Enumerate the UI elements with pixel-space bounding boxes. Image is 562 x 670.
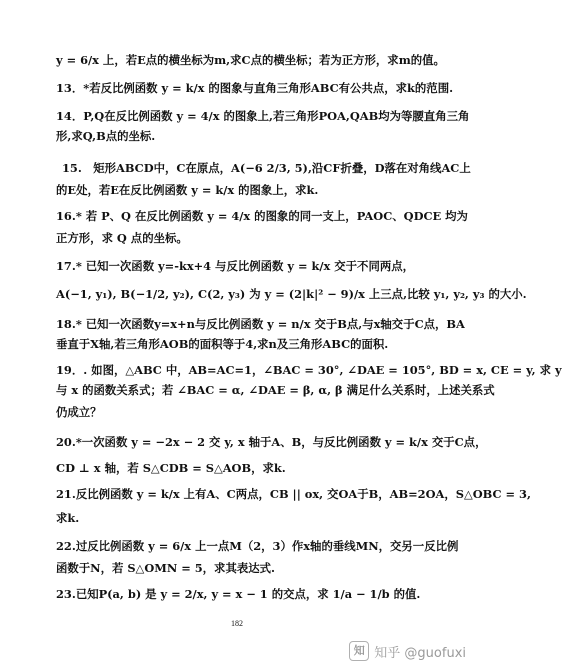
problem-17-line-1: 17.* 已知一次函数 y=-kx+4 与反比例函数 y = k/x 交于不同两点， (56, 259, 415, 273)
problem-21-line-2: 求k. (56, 511, 80, 525)
problem-16-line-1: 16.* 若 P、Q 在反比例函数 y = 4/x 的图象的同一支上，PAOC、QDCE 均为 (56, 209, 468, 223)
text-line-12-end: y = 6/x 上，若E点的横坐标为m,求C点的横坐标；若为正方形，求m的值。 (56, 53, 445, 67)
problem-14-line-1: 14．P,Q在反比例函数 y = 4/x 的图象上,若三角形POA,QAB均为等腰直角三角 (56, 109, 470, 123)
problem-16-line-2: 正方形，求 Q 点的坐标。 (56, 231, 188, 245)
watermark (349, 640, 466, 662)
problem-21-line-1: 21.反比例函数 y = k/x 上有A、C两点，CB || ox, 交OA于B，AB=2OA，S△OBC = 3, (56, 487, 531, 501)
zhihu-logo-icon: 知 (349, 641, 369, 661)
problem-18-line-2: 垂直于X轴,若三角形AOB的面积等于4,求n及三角形ABC的面积. (56, 337, 389, 351)
problem-19-line-1: 19．. 如图，△ABC 中，AB=AC=1，∠BAC = 30°, ∠DAE = 105°, BD = x, CE = y, 求 y (56, 363, 562, 377)
problem-20-line-1: 20.*一次函数 y = −2x − 2 交 y, x 轴于A、B，与反比例函数 y = k/x 交于C点， (56, 435, 487, 449)
problem-22-line-1: 22.过反比例函数 y = 6/x 上一点M（2，3）作x轴的垂线MN，交另一反比例 (56, 539, 459, 553)
problem-22-line-2: 函数于N，若 S△OMN = 5，求其表达式. (56, 561, 275, 575)
problem-20-line-2: CD ⊥ x 轴，若 S△CDB = S△AOB，求k. (56, 461, 286, 475)
problem-15-line-1: 15. 矩形ABCD中，C在原点，A(−6 2/3, 5),沿CF折叠，D落在对角线AC上 (62, 161, 471, 175)
watermark-text: 知乎 @guofuxi (374, 645, 466, 661)
problem-19-line-2: 与 x 的函数关系式；若 ∠BAC = α, ∠DAE = β, α, β 满足什么关系时，上述关系式 (56, 383, 495, 397)
page-number: 182 (231, 619, 243, 628)
problem-19-line-3: 仍成立？ (56, 405, 102, 419)
problem-14-line-2: 形,求Q,B点的坐标. (56, 129, 156, 143)
problem-13: 13．*若反比例函数 y = k/x 的图象与直角三角形ABC有公共点，求k的范围. (56, 81, 454, 95)
problem-17-line-2: A(−1, y₁), B(−1/2, y₂), C(2, y₃) 为 y = (2|k|² − 9)/x 上三点,比较 y₁, y₂, y₃ 的大小. (56, 287, 527, 301)
problem-15-line-2: 的E处，若E在反比例函数 y = k/x 的图象上，求k. (56, 183, 319, 197)
problem-23: 23.已知P(a, b) 是 y = 2/x, y = x − 1 的交点，求 1/a − 1/b 的值. (56, 587, 421, 601)
problem-18-line-1: 18.* 已知一次函数y=x+n与反比例函数 y = n/x 交于B点,与x轴交于C点，BA (56, 317, 465, 331)
